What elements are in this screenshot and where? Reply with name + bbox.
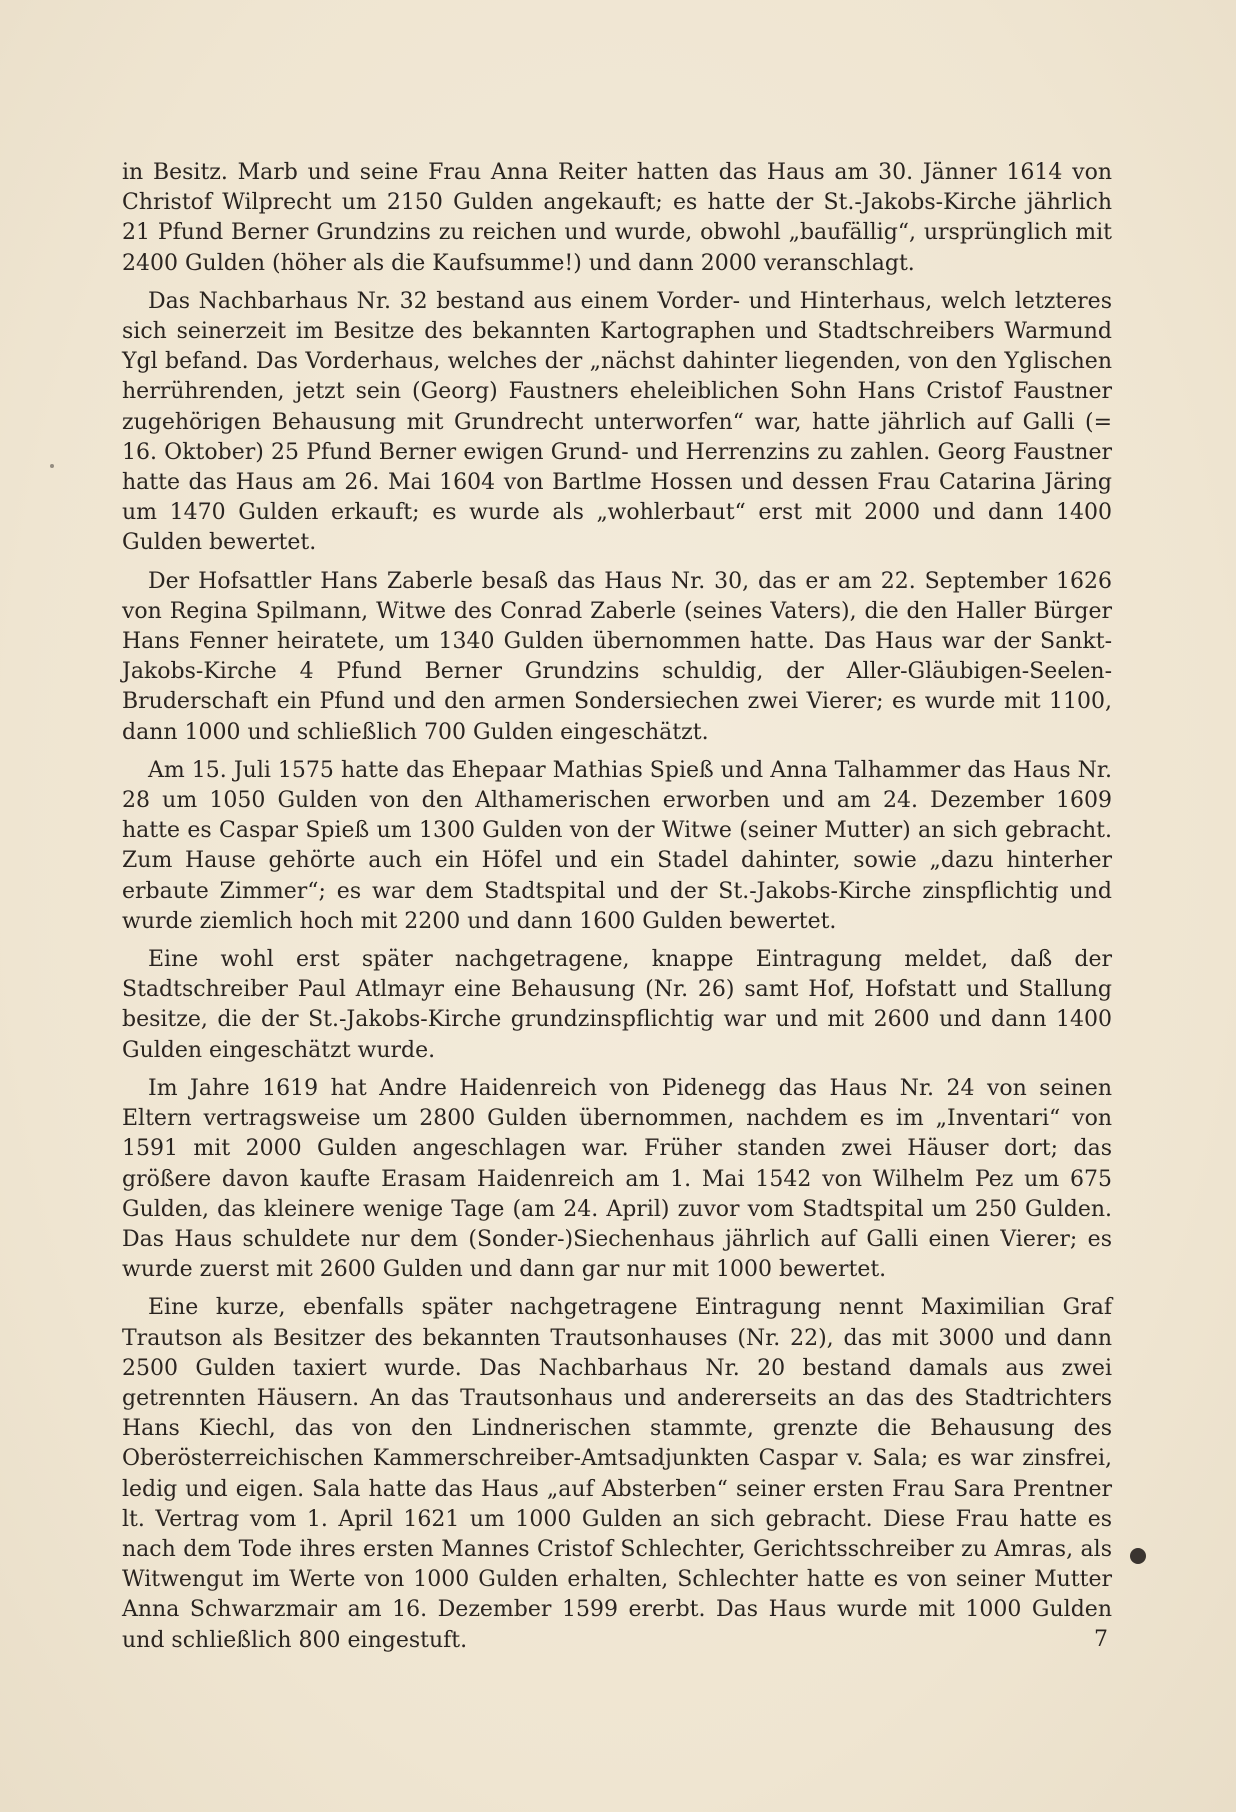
body-text [122, 158, 1112, 1664]
ink-speck [1130, 1548, 1146, 1564]
paragraph-5: Eine wohl erst später nachgetragene, knappe Eintragung meldet, daß der Stadtschreiber Paul Atlmayr eine Behausung (Nr. 26) samt Hof, Hofstatt und Stallung besitze, die der St.-Jakobs-Kirche grundzinspflichtig war und mit 2600 und dann 1400 Gulden eingeschätzt wurde. [122, 947, 1112, 1063]
paragraph-1: in Besitz. Marb und seine Frau Anna Reiter hatten das Haus am 30. Jänner 1614 von Christof Wilprecht um 2150 Gulden angekauft; es hatte der St.-Jakobs-Kirche jährlich 21 Pfund Berner Grundzins zu reichen und wurde, obwohl „baufällig“, ursprünglich mit 2400 Gulden (höher als die Kaufsumme!) und dann 2000 veranschlagt. [122, 160, 1112, 276]
paragraph-7: Eine kurze, ebenfalls später nachgetragene Eintragung nennt Maximilian Graf Trautson als Besitzer des bekannten Trautsonhauses (Nr. 22), das mit 3000 und dann 2500 Gulden taxiert wurde. Das Nachbarhaus Nr. 20 bestand damals aus zwei getrennten Häusern. An das Trautsonhaus und andererseits an das des Stadtrichters Hans Kiechl, das von den Lindnerischen stammte, grenzte die Behausung des Oberösterreichischen Kammerschreiber-Amtsadjunkten Caspar v. Sala; es war zinsfrei, ledig und eigen. Sala hatte das Haus „auf Absterben“ seiner ersten Frau Sara Prentner lt. Vertrag vom 1. April 1621 um 1000 Gulden an sich gebracht. Diese Frau hatte es nach dem Tode ihres ersten Mannes Cristof Schlechter, Gerichtsschreiber zu Amras, als Witwengut im Werte von 1000 Gulden erhalten, Schlechter hatte es von seiner Mutter Anna Schwarzmair am 16. Dezember 1599 ererbt. Das Haus wurde mit 1000 Gulden und schließlich 800 eingestuft. [122, 1295, 1112, 1653]
paragraph-6: Im Jahre 1619 hat Andre Haidenreich von Pidenegg das Haus Nr. 24 von seinen Eltern vertragsweise um 2800 Gulden übernommen, nachdem es im „Inventari“ von 1591 mit 2000 Gulden angeschlagen war. Früher standen zwei Häuser dort; das größere davon kaufte Erasam Haidenreich am 1. Mai 1542 von Wilhelm Pez um 675 Gulden, das kleinere wenige Tage (am 24. April) zuvor vom Stadtspital um 250 Gulden. Das Haus schuldete nur dem (Sonder-)Siechenhaus jährlich auf Galli einen Vierer; es wurde zuerst mit 2600 Gulden und dann gar nur mit 1000 bewertet. [122, 1075, 1112, 1283]
paragraph-4: Am 15. Juli 1575 hatte das Ehepaar Mathias Spieß und Anna Talhammer das Haus Nr. 28 um 1050 Gulden von den Althamerischen erworben und am 24. Dezember 1609 hatte es Caspar Spieß um 1300 Gulden von der Witwe (seiner Mutter) an sich gebracht. Zum Hause gehörte auch ein Höfel und ein Stadel dahinter, sowie „dazu hinterher erbaute Zimmer“; es war dem Stadtspital und der St.-Jakobs-Kirche zinspflichtig und wurde ziemlich hoch mit 2200 und dann 1600 Gulden bewertet. [122, 757, 1112, 934]
ink-speck [50, 464, 54, 468]
paragraph-3: Der Hofsattler Hans Zaberle besaß das Haus Nr. 30, das er am 22. September 1626 von Regina Spilmann, Witwe des Conrad Zaberle (seines Vaters), die den Haller Bürger Hans Fenner heiratete, um 1340 Gulden übernommen hatte. Das Haus war der Sankt-Jakobs-Kirche 4 Pfund Berner Grundzins schuldig, der Aller-Gläubigen-Seelen-Bruderschaft ein Pfund und den armen Sondersiechen zwei Vierer; es wurde mit 1100, dann 1000 und schließlich 700 Gulden eingeschätzt. [122, 568, 1112, 745]
paragraph-2: Das Nachbarhaus Nr. 32 bestand aus einem Vorder- und Hinterhaus, welch letzteres sich seinerzeit im Besitze des bekannten Kartographen und Stadtschreibers Warmund Ygl befand. Das Vorderhaus, welches der „nächst dahinter liegenden, von den Yglischen herrührenden, jetzt sein (Georg) Faustners eheleiblichen Sohn Hans Cristof Faustner zugehörigen Behausung mit Grundrecht unterworfen“ war, hatte jährlich auf Galli (= 16. Oktober) 25 Pfund Berner ewigen Grund- und Herrenzins zu zahlen. Georg Faustner hatte das Haus am 26. Mai 1604 von Bartlme Hossen und dessen Frau Catarina Järing um 1470 Gulden erkauft; es wurde als „wohlerbaut“ erst mit 2000 und dann 1400 Gulden bewertet. [122, 288, 1112, 556]
page-number: 7 [1094, 1627, 1108, 1652]
